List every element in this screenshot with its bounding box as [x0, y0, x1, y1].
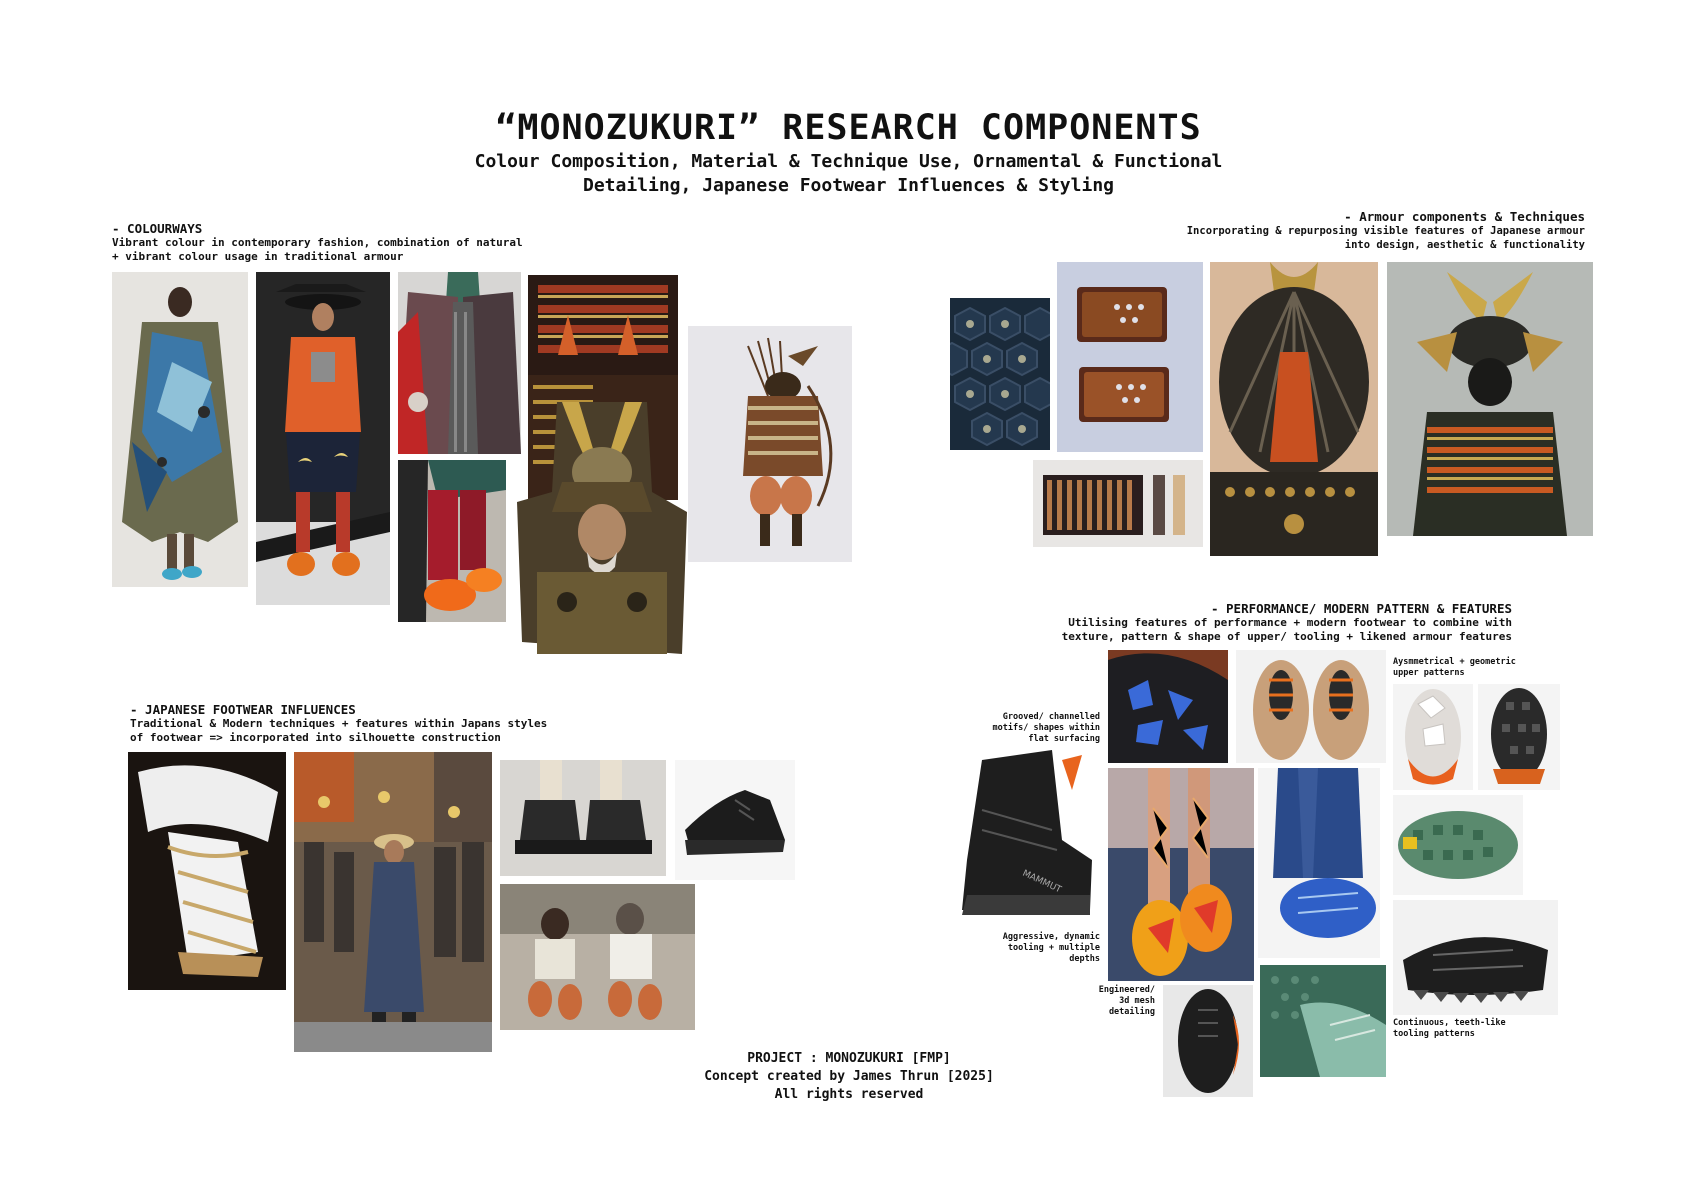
footwear-description	[130, 717, 547, 745]
asymmetrical-patterns-note	[1393, 657, 1516, 679]
teeth-tooling-note	[1393, 1018, 1506, 1040]
samurai-actor-helmet-photo	[517, 402, 687, 654]
note-line: depths	[1069, 954, 1100, 964]
credits-author-line: Concept created by James Thrun [2025]	[704, 1069, 994, 1084]
note-line: tooling + multiple	[1007, 943, 1100, 953]
colourways-description	[112, 236, 523, 264]
note-line: upper patterns	[1393, 668, 1465, 678]
note-line: Engineered/	[1098, 985, 1155, 995]
note-line: Continuous, teeth-like	[1393, 1018, 1506, 1028]
note-line: Aysmmetrical + geometric	[1393, 657, 1516, 667]
tan-hiking-shoes-photo	[1236, 650, 1386, 763]
footwear-heading: - JAPANESE FOOTWEAR INFLUENCES	[130, 702, 356, 717]
black-teeth-tooling-photo	[1393, 900, 1558, 1015]
grooved-motifs-note	[960, 712, 1100, 745]
seated-people-soles-photo	[500, 884, 695, 1030]
black-canvas-shoe-photo	[675, 760, 795, 880]
note-line: flat surfacing	[1028, 734, 1100, 744]
note-line: detailing	[1108, 1007, 1155, 1017]
description-line: + vibrant colour usage in traditional armour	[112, 250, 404, 263]
project-credits	[640, 1050, 1058, 1104]
subtitle-line: Detailing, Japanese Footwear Influences & Styling	[582, 175, 1114, 196]
description-line: into design, aesthetic & functionality	[1344, 239, 1585, 251]
runway-patterned-cape-photo	[112, 272, 248, 587]
note-line: Aggressive, dynamic	[1002, 932, 1100, 942]
note-line: Grooved/ channelled	[1002, 712, 1100, 722]
full-armour-suit-photo	[1387, 262, 1593, 536]
description-line: Traditional & Modern techniques + features within Japans styles	[130, 717, 548, 730]
subtitle-line: Colour Composition, Material & Technique Use, Ornamental & Functional	[474, 151, 1223, 172]
armoured-archer-figure-photo	[688, 326, 852, 562]
credits-project-line: PROJECT : MONOZUKURI [FMP]	[747, 1051, 951, 1066]
geometric-upper-closeup-photo	[1108, 650, 1228, 763]
white-orange-outsole-photo	[1393, 684, 1473, 790]
blue-shoes-trousers-photo	[1258, 768, 1380, 958]
black-lugged-outsole-photo	[1478, 684, 1560, 790]
engineered-mesh-note	[1040, 985, 1155, 1018]
description-line: Utilising features of performance + modern footwear to combine with	[1068, 616, 1512, 629]
note-line: tooling patterns	[1393, 1029, 1475, 1039]
page-subtitle	[400, 150, 1297, 198]
note-line: motifs/ shapes within	[992, 723, 1100, 733]
colourways-heading: - COLOURWAYS	[112, 221, 203, 236]
description-line: Incorporating & repurposing visible features of Japanese armour	[1186, 225, 1585, 237]
platform-black-boots-photo	[500, 760, 666, 876]
lamellar-strips-photo	[1033, 460, 1203, 547]
mammut-logo-text: MAMMUT	[1020, 868, 1063, 896]
aggressive-tooling-note	[960, 932, 1100, 965]
lacquered-armour-plates-photo	[1057, 262, 1203, 452]
orange-runner-on-foot-photo	[1108, 768, 1254, 981]
green-3d-mesh-closeup-photo	[1260, 965, 1386, 1077]
red-orange-boots-photo	[398, 460, 506, 622]
kabuto-helmet-tassel-photo	[1210, 262, 1378, 556]
performance-heading: - PERFORMANCE/ MODERN PATTERN & FEATURES	[1210, 601, 1512, 616]
runway-red-coat-photo	[398, 272, 521, 454]
description-line: Vibrant colour in contemporary fashion, combination of natural	[112, 236, 523, 249]
page-title: “MONOZUKURI” RESEARCH COMPONENTS	[495, 108, 1202, 148]
hexagonal-scale-armour-photo	[950, 298, 1050, 450]
armour-description	[1000, 224, 1585, 252]
black-runner-topdown-photo	[1163, 985, 1253, 1097]
black-hiking-boot-photo	[962, 750, 1094, 920]
straw-waraji-sandal-photo	[128, 752, 286, 990]
festival-street-jika-tabi-photo	[294, 752, 492, 1052]
description-line: texture, pattern & shape of upper/ tooling + likened armour features	[1061, 630, 1512, 643]
description-line: of footwear => incorporated into silhouette construction	[130, 731, 501, 744]
note-line: 3d mesh	[1119, 996, 1155, 1006]
runway-orange-vest-photo	[256, 272, 390, 605]
performance-description	[1000, 616, 1512, 644]
credits-rights-line: All rights reserved	[774, 1087, 924, 1102]
green-vibram-outsole-photo	[1393, 795, 1523, 895]
armour-heading: - Armour components & Techniques	[1344, 209, 1585, 224]
